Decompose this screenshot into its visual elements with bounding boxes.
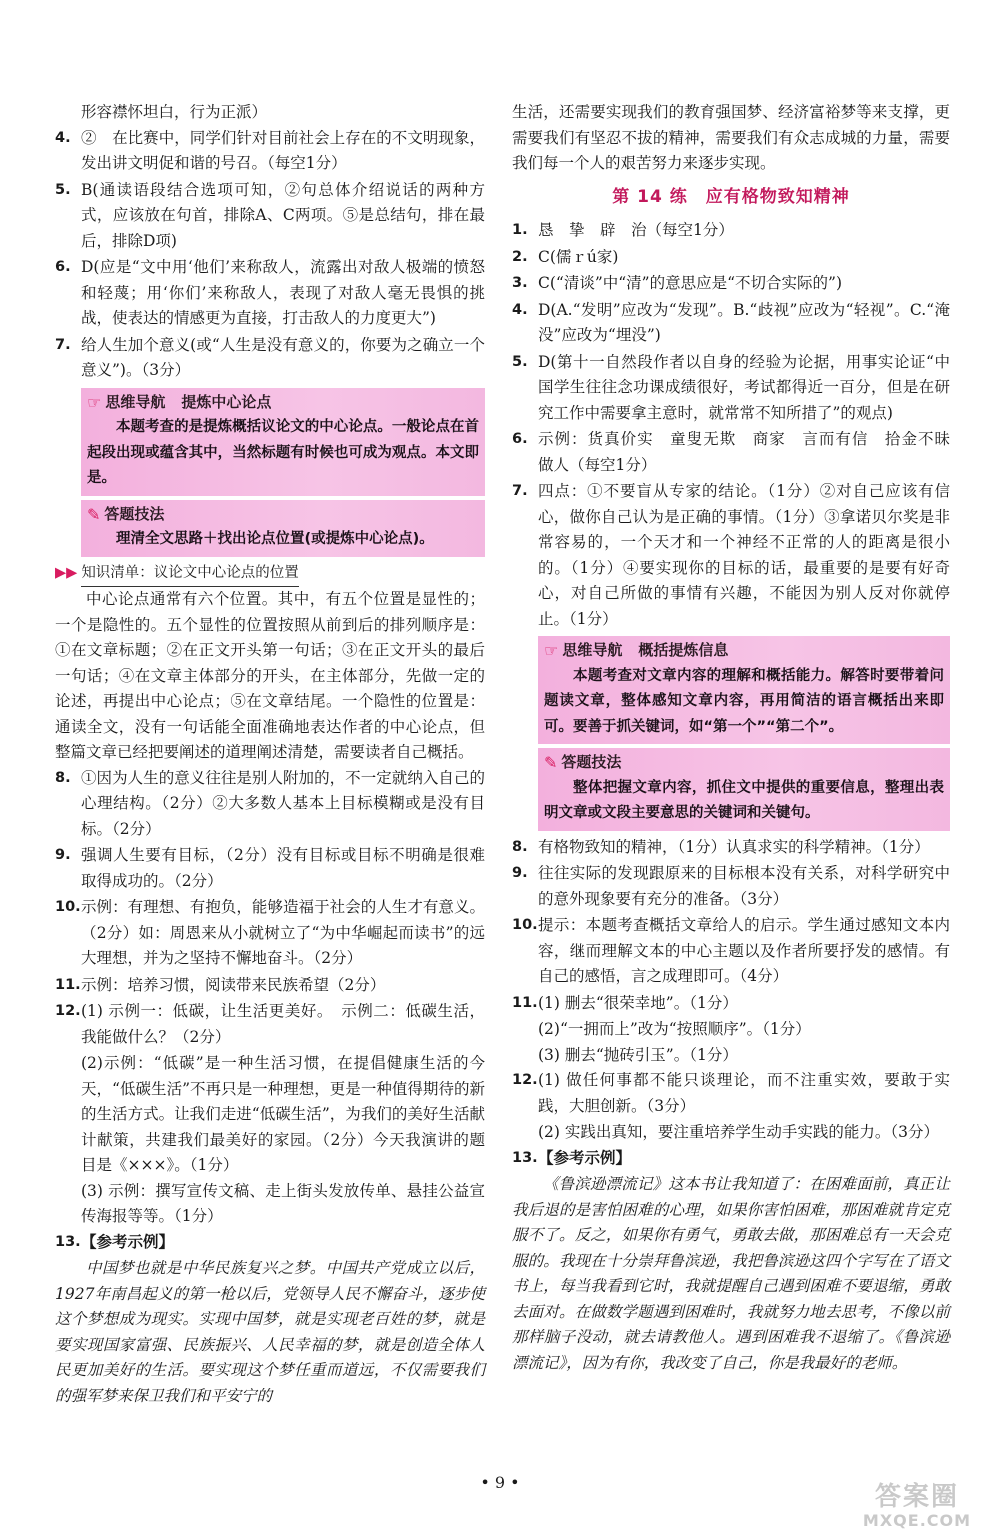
watermark-logo [842, 1482, 992, 1533]
knowledge-list-heading [55, 561, 485, 588]
answer-number: 13. [55, 1233, 81, 1250]
answer-number: 13. [512, 1149, 538, 1166]
box-subtitle: 提炼中心论点 [181, 392, 272, 411]
answer-number: 6. [55, 259, 71, 275]
answer-number: 12. [512, 1072, 538, 1088]
answer-9 [55, 843, 485, 894]
answer-13 [55, 1230, 485, 1256]
answer-number: 4. [512, 301, 528, 318]
answer-number: 9. [512, 865, 528, 881]
thinking-guide-box [538, 636, 950, 744]
answer-6 [55, 255, 485, 332]
answer-number: 8. [55, 769, 71, 786]
box-subtitle: 概括提炼信息 [638, 641, 729, 659]
answer-number: 10. [512, 917, 538, 933]
answer-text: (1) 删去“很荣幸地”。（1分） [538, 993, 738, 1012]
answer-text: 提示：本题考查概括文章给人的启示。学生通过感知文本内容，继而理解文本的中心主题以及作者所要抒发的感情。有自己的感悟，言之成理即可。（4分） [538, 916, 950, 985]
answer-number: 11. [512, 994, 538, 1011]
answer-12-part2: (2) 实践出真知，要注重培养学生动手实践的能力。（3分） [538, 1123, 939, 1141]
answer-number: 10. [55, 899, 81, 915]
answer-number: 9. [55, 847, 71, 863]
answer-9 [512, 861, 950, 912]
sample-essay: 中国梦也就是中华民族复兴之梦。中国共产党成立以后，1927年南昌起义的第一枪以后，党领导人民不懈奋斗，逐步使这个梦想成为现实。实现中国梦，就是实现老百姓的梦，就是要实现国家富强、民族振兴、人民幸福的梦，就是创造全体人民更加美好的生活。要实现这个梦任重而道远，不仅需要我们的强军梦来保卫我们和平安宁的 [55, 1259, 485, 1405]
answer-2 [512, 245, 950, 271]
answer-technique-box [81, 500, 485, 557]
essay-continued: 生活，还需要实现我们的教育强国梦、经济富裕梦等来支撑，更需要我们有坚忍不拔的精神，需要我们有众志成城的力量，需要我们每一个人的艰苦努力来逐步实现。 [512, 103, 950, 172]
box-body: 整体把握文章内容，抓住文中提供的重要信息，整理出表明文章或文段主要意思的关键词和关键句。 [544, 779, 944, 821]
answer-3 [512, 271, 950, 297]
knowledge-text: 中心论点通常有六个位置。其中，有五个位置是显性的；一个是隐性的。五个显性的位置按照从前到后的排列顺序是：①在文章标题；②在正文开头第一句话；③在正文开头的最后一句话；④在文章主体部分的开头，在主体部分，先做一定的论述，再提出中心论点；⑤在文章结尾。一个隐性的位置是：通读全文，没有一句话能全面准确地表达作者的中心论点，但整篇文章已经把要阐述的道理阐述清楚，需要读者自己概括。 [55, 590, 485, 761]
answer-number: 5. [512, 353, 528, 370]
pointing-hand-icon: ☞ [87, 392, 102, 412]
answer-number: 12. [55, 1003, 81, 1019]
answer-5 [512, 350, 950, 427]
answer-13 [512, 1146, 950, 1172]
double-arrow-icon: ▶▶ [55, 565, 78, 581]
answer-text: 有格物致知的精神，（1分）认真求实的科学精神。（1分） [538, 837, 930, 856]
box-title: 思维导航 [105, 392, 166, 411]
answer-text: ①因为人生的意义往往是别人附加的，不一定就纳入自己的心理结构。（2分）②大多数人基本上目标模糊或是没有目标。（2分） [81, 768, 485, 838]
answer-1 [512, 218, 950, 244]
answer-text: (1) 做任何事都不能只谈理论，而不注重实效，要敢于实践，大胆创新。（3分） [538, 1071, 950, 1115]
answer-number: 2. [512, 248, 528, 265]
answer-number: 7. [55, 336, 71, 353]
answer-number: 7. [512, 483, 528, 499]
sample-essay: 《鲁滨逊漂流记》这本书让我知道了：在困难面前，真正让我后退的是害怕困难的心理，如果你害怕困难，那困难就肯定克服不了。反之，如果你有勇气，勇敢去做，那困难总有一天会克服的。我现在十分崇拜鲁滨逊，我把鲁滨逊这四个字写在了语文书上，每当我看到它时，我就提醒自己遇到困难不要退缩，勇敢去面对。在做数学题遇到困难时，我就努力地去思考，不像以前那样脑子没动，就去请教他人。遇到困难我不退缩了。《鲁滨逊漂流记》，因为有你，我改变了自己，你是我最好的老师。 [512, 1175, 950, 1372]
answer-text: 四点：①不要盲从专家的结论。（1分）②对自己应该有信心，做你自己认为是正确的事情。（1分）③拿诺贝尔奖是非常容易的，一个天才和一个神经不正常的人的距离是很小的。（1分）④要实现你的目标的话，最重要的是要有好奇心，对自己所做的事情有兴趣，不能因为别人反对你就停止。（1分） [538, 482, 950, 628]
answer-number: 11. [55, 976, 81, 993]
answer-text: 强调人生要有目标，（2分）没有目标或目标不明确是很难取得成功的。（2分） [81, 846, 485, 890]
thinking-guide-box [81, 388, 485, 496]
answer-8 [55, 766, 485, 843]
answer-number: 5. [55, 181, 71, 198]
answer-12-part2: (2)示例：“低碳”是一种生活习惯，在提倡健康生活的今天，“低碳生活”不再只是一种理想，更是一种值得期待的新的生活方式。让我们走进“低碳生活”，为我们的美好生活献计献策，共建我们最美好的家园。（2分）今天我演讲的题目是《×××》。（1分） [81, 1054, 485, 1174]
answer-4 [55, 126, 485, 177]
answer-text: ② 在比赛中，同学们针对目前社会上存在的不文明现象，发出讲文明促和谐的号召。（每空1分） [81, 128, 485, 172]
box-header [87, 390, 479, 416]
answer-text: 【参考示例】 [81, 1232, 175, 1251]
answer-12-part3: (3) 示例：撰写宣传文稿、走上街头发放传单、悬挂公益宣传海报等等。（1分） [81, 1181, 485, 1225]
answer-text: 给人生加个意义(或“人生是没有意义的，你要为之确立一个意义”)。（3分） [81, 335, 485, 379]
answer-text: 示例：货真价实 童叟无欺 商家 言而有信 拾金不昧 做人（每空1分） [538, 430, 966, 474]
box-header [544, 750, 944, 776]
answer-number: 3. [512, 275, 528, 291]
answer-6 [512, 427, 966, 478]
answer-5 [55, 178, 485, 255]
answer-technique-box [538, 748, 950, 831]
box-header [544, 638, 944, 664]
box-body: 本题考查对文章内容的理解和概括能力。解答时要带着问题读文章，整体感知文章内容，再用简洁的语言概括出来即可。要善于抓关键词，如“第一个”“第二个”。 [544, 667, 944, 735]
box-body: 本题考查的是提炼概括议论文的中心论点。一般论点在首起段出现或蕴含其中，当然标题有时候也可成为观点。本文即是。 [87, 419, 479, 486]
answer-12 [512, 1068, 950, 1119]
answer-text: 示例：有理想、有抱负，能够造福于社会的人生才有意义。（2分）如：周恩来从小就树立了“为中华崛起而读书”的远大理想，并为之坚持不懈地奋斗。（2分） [81, 898, 485, 967]
answer-text: 往往实际的发现跟原来的目标根本没有关系，对科学研究中的意外现象要有充分的准备。（3分） [538, 864, 950, 908]
box-title: 答题技法 [104, 504, 165, 523]
answer-text: D(A.“发明”应改为“发现”。B.“歧视”应改为“轻视”。C.“淹没”应改为“埋没”) [538, 300, 950, 344]
answer-12 [55, 999, 485, 1050]
pointing-hand-icon: ☞ [544, 641, 559, 660]
answer-text: C(“清谈”中“清”的意思应是“不切合实际的”) [538, 274, 842, 292]
answer-4 [512, 298, 950, 349]
answer-number: 1. [512, 222, 528, 238]
key-icon: ✎ [544, 753, 558, 772]
answer-text: D(第十一自然段作者以自身的经验为论据，用事实论证“中国学生往往念功课成绩很好，考试都得近一百分，但是在研究工作中需要拿主意时，就常常不知所措了”的观点) [538, 352, 950, 422]
box-title: 思维导航 [562, 641, 623, 659]
answer-11-part2: (2)“一拥而上”改为“按照顺序”。（1分） [538, 1020, 811, 1038]
knowledge-title: 知识清单：议论文中心论点的位置 [81, 561, 299, 588]
box-body: 理清全文思路＋找出论点位置(或提炼中心论点)。 [116, 531, 434, 547]
watermark-line2: MXQE.COM [862, 1511, 972, 1530]
answer-8 [512, 835, 950, 861]
answer-text: C(儒ｒú家) [538, 247, 619, 266]
right-column [512, 100, 966, 1376]
answer-number: 4. [55, 129, 71, 146]
answer-number: 6. [512, 431, 528, 447]
box-header [87, 502, 479, 528]
answer-11 [55, 973, 485, 999]
answer-7 [512, 479, 950, 632]
answer-text: B(通读语段结合选项可知，②句总体介绍说话的两种方式，应该放在句首，排除A、C两项。⑤是总结句，排在最后，排除D项) [81, 180, 485, 250]
answer-text: (1) 示例一：低碳，让生活更美好。 示例二：低碳生活，我能做什么？（2分） [81, 1002, 485, 1046]
key-icon: ✎ [87, 504, 101, 524]
answer-7 [55, 333, 485, 384]
answer-text: 示例：培养习惯，阅读带来民族希望（2分） [81, 975, 386, 994]
section-title: 第 14 练 应有格物致知精神 [612, 186, 850, 207]
page-number: • 9 • [480, 1473, 520, 1492]
left-column [55, 100, 485, 1409]
answer-11-part3: (3) 删去“抛砖引玉”。（1分） [538, 1045, 738, 1064]
answer-text: 恳 挚 辟 治（每空1分） [538, 221, 734, 239]
answer-text: 【参考示例】 [538, 1148, 632, 1167]
answer-10 [512, 913, 950, 990]
answer-10 [55, 895, 485, 972]
answer-text: D(应是“文中用‘他们’来称敌人，流露出对敌人极端的愤怒和轻蔑；用‘你们’来称敌人，表现了对敌人毫无畏惧的挑战，使表达的情感更为直接，打击敌人的力度更大”) [81, 258, 485, 327]
answer-number: 8. [512, 838, 528, 855]
watermark-line1: 答案圈 [874, 1482, 959, 1512]
box-title: 答题技法 [561, 753, 622, 771]
answer-11 [512, 991, 950, 1017]
continued-line: 形容襟怀坦白，行为正派） [81, 103, 268, 121]
